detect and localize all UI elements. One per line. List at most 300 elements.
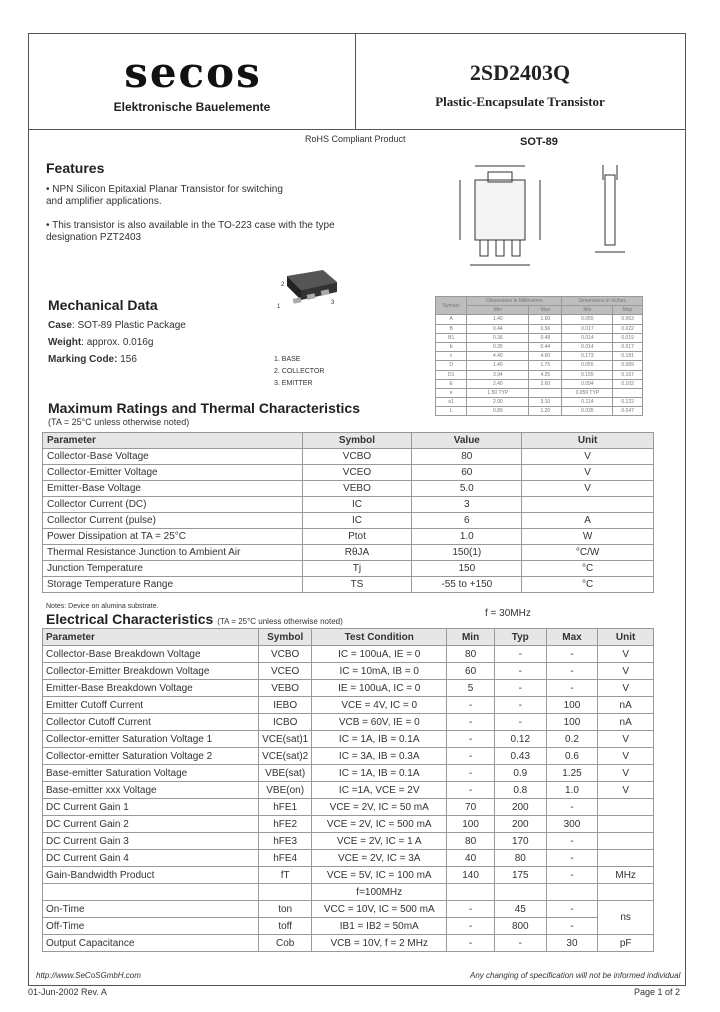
package-label: SOT-89 xyxy=(520,136,558,148)
mr-parameter: Collector-Emitter Voltage xyxy=(43,465,303,481)
ec-row xyxy=(43,935,654,952)
dim-cell: 0.055 xyxy=(562,361,613,370)
ec-condition: VCE = 2V, IC = 500 mA xyxy=(312,816,447,833)
dim-cell: 0.44 xyxy=(529,342,562,351)
ec-row xyxy=(43,850,654,867)
dim-cell: 1.40 xyxy=(467,361,529,370)
ec-parameter xyxy=(43,884,259,901)
pin-list xyxy=(274,354,324,390)
mr-header-symbol: Symbol xyxy=(302,433,412,449)
ec-symbol: ICBO xyxy=(259,714,312,731)
dim-cell: 0.35 xyxy=(467,342,529,351)
dim-cell: b xyxy=(436,342,467,351)
dim-cell: 0.014 xyxy=(562,333,613,342)
dim-cell: 0.173 xyxy=(562,352,613,361)
dim-header-symbol: Symbol xyxy=(436,297,467,315)
ec-parameter: Collector-emitter Saturation Voltage 2 xyxy=(43,748,259,765)
case-value: : SOT-89 Plastic Package xyxy=(71,320,186,331)
ec-header-unit: Unit xyxy=(598,629,654,646)
max-ratings-table xyxy=(42,432,654,593)
ec-parameter: Collector-Emitter Breakdown Voltage xyxy=(43,663,259,680)
ec-max: - xyxy=(546,833,598,850)
mr-row xyxy=(43,481,654,497)
ec-min: - xyxy=(447,901,495,918)
dim-cell: D1 xyxy=(436,370,467,379)
dim-cell: 0.094 xyxy=(562,379,613,388)
dim-cell xyxy=(613,388,643,397)
mr-unit: °C xyxy=(522,577,654,593)
ec-unit xyxy=(598,884,654,901)
dim-row xyxy=(436,398,643,407)
ec-max: 1.25 xyxy=(546,765,598,782)
ec-max: - xyxy=(546,680,598,697)
ec-unit xyxy=(598,816,654,833)
dim-cell: 1.75 xyxy=(529,361,562,370)
mr-parameter: Power Dissipation at TA = 25°C xyxy=(43,529,303,545)
ec-unit: V xyxy=(598,680,654,697)
dim-cell: 0.114 xyxy=(562,398,613,407)
dim-row xyxy=(436,361,643,370)
mechanical-title: Mechanical Data xyxy=(48,297,158,313)
ec-parameter: DC Current Gain 1 xyxy=(43,799,259,816)
ec-row xyxy=(43,646,654,663)
ec-unit xyxy=(598,850,654,867)
mr-row xyxy=(43,561,654,577)
ec-max: 30 xyxy=(546,935,598,952)
ec-max: - xyxy=(546,799,598,816)
ec-row xyxy=(43,765,654,782)
mr-value: 80 xyxy=(412,449,522,465)
mr-value: 6 xyxy=(412,513,522,529)
ec-max: - xyxy=(546,867,598,884)
ec-typ: - xyxy=(494,663,546,680)
ec-min: 140 xyxy=(447,867,495,884)
footer-page: Page 1 of 2 xyxy=(634,987,681,997)
mr-header-unit: Unit xyxy=(522,433,654,449)
dim-cell: 1.50 TYP xyxy=(467,388,529,397)
ec-parameter: Collector-Base Breakdown Voltage xyxy=(43,646,259,663)
ec-min: 100 xyxy=(447,816,495,833)
dim-cell: E xyxy=(436,379,467,388)
ec-symbol: VBE(on) xyxy=(259,782,312,799)
ec-symbol: Cob xyxy=(259,935,312,952)
dim-row xyxy=(436,315,643,324)
dim-cell: 0.122 xyxy=(613,398,643,407)
rohs-label: RoHS Compliant Product xyxy=(305,134,406,144)
ec-unit: V xyxy=(598,748,654,765)
ec-parameter: DC Current Gain 4 xyxy=(43,850,259,867)
pin-2: 2. COLLECTOR xyxy=(274,368,325,375)
marking-label: Marking Code: xyxy=(48,354,118,365)
dim-cell: e xyxy=(436,388,467,397)
ec-parameter: Off-Time xyxy=(43,918,259,935)
mr-row xyxy=(43,577,654,593)
dim-cell: 0.069 xyxy=(613,361,643,370)
ec-condition: VCE = 2V, IC = 3A xyxy=(312,850,447,867)
marking-value: 156 xyxy=(117,354,137,365)
dim-cell: 0.56 xyxy=(529,324,562,333)
dim-cell: 0.155 xyxy=(562,370,613,379)
dim-cell xyxy=(529,388,562,397)
ec-unit xyxy=(598,833,654,850)
ec-min: - xyxy=(447,935,495,952)
ec-min: 80 xyxy=(447,833,495,850)
ec-min: - xyxy=(447,765,495,782)
case-line xyxy=(48,320,186,332)
ec-symbol: hFE4 xyxy=(259,850,312,867)
ec-row xyxy=(43,680,654,697)
ec-header-max: Max xyxy=(546,629,598,646)
ec-typ: - xyxy=(494,697,546,714)
mr-row xyxy=(43,497,654,513)
dim-cell: 2.90 xyxy=(467,398,529,407)
ec-unit: V xyxy=(598,663,654,680)
dim-cell: 0.017 xyxy=(613,342,643,351)
mr-symbol: VEBO xyxy=(302,481,412,497)
mr-symbol: VCEO xyxy=(302,465,412,481)
max-ratings-note: Notes: Device on alumina substrate. xyxy=(46,603,159,610)
ec-condition: IC = 1A, IB = 0.1A xyxy=(312,731,447,748)
ec-parameter: Collector Cutoff Current xyxy=(43,714,259,731)
ec-min: - xyxy=(447,731,495,748)
mr-value: 150 xyxy=(412,561,522,577)
dim-cell: 0.035 xyxy=(562,407,613,416)
ec-min: 80 xyxy=(447,646,495,663)
electrical-title-text: Electrical Characteristics xyxy=(46,611,214,627)
ec-condition: IC = 1A, IB = 0.1A xyxy=(312,765,447,782)
dim-row xyxy=(436,370,643,379)
dim-cell: 3.10 xyxy=(529,398,562,407)
ec-parameter: Base-emitter xxx Voltage xyxy=(43,782,259,799)
package-outline-drawing xyxy=(440,150,640,275)
mr-parameter: Storage Temperature Range xyxy=(43,577,303,593)
mr-unit: °C/W xyxy=(522,545,654,561)
ec-parameter: DC Current Gain 3 xyxy=(43,833,259,850)
ec-symbol: ton xyxy=(259,901,312,918)
ec-row xyxy=(43,833,654,850)
mr-header-value: Value xyxy=(412,433,522,449)
mr-value: 60 xyxy=(412,465,522,481)
case-label: Case xyxy=(48,320,72,331)
ec-row xyxy=(43,799,654,816)
ec-min: - xyxy=(447,918,495,935)
electrical-table xyxy=(42,628,654,952)
ec-max: - xyxy=(546,901,598,918)
dim-cell: 0.047 xyxy=(613,407,643,416)
electrical-subtitle: (TA = 25°C unless otherwise noted) xyxy=(217,617,343,626)
ec-unit: ns xyxy=(598,901,654,935)
ec-typ: 200 xyxy=(494,816,546,833)
ec-header-min: Min xyxy=(447,629,495,646)
ec-row xyxy=(43,867,654,884)
ec-header-symbol: Symbol xyxy=(259,629,312,646)
ec-min: 70 xyxy=(447,799,495,816)
ec-unit: MHz xyxy=(598,867,654,884)
ec-symbol: VCE(sat)1 xyxy=(259,731,312,748)
ec-min: 60 xyxy=(447,663,495,680)
mr-symbol: Tj xyxy=(302,561,412,577)
ec-row xyxy=(43,748,654,765)
ec-min: 40 xyxy=(447,850,495,867)
ec-condition: IC =1A, VCE = 2V xyxy=(312,782,447,799)
dim-cell: 0.059 TYP xyxy=(562,388,613,397)
weight-value: : approx. 0.016g xyxy=(81,337,154,348)
mr-row xyxy=(43,449,654,465)
ec-parameter: Emitter-Base Breakdown Voltage xyxy=(43,680,259,697)
ec-header-typ: Typ xyxy=(494,629,546,646)
dim-cell: 0.102 xyxy=(613,379,643,388)
ec-min: - xyxy=(447,714,495,731)
ec-max: 100 xyxy=(546,697,598,714)
package-3d-image xyxy=(275,262,345,317)
ec-header-condition: Test Condition xyxy=(312,629,447,646)
mr-row xyxy=(43,513,654,529)
ec-typ: 0.9 xyxy=(494,765,546,782)
ec-row xyxy=(43,901,654,918)
company-tagline: Elektronische Bauelemente xyxy=(113,100,271,114)
ec-row xyxy=(43,816,654,833)
ec-parameter: DC Current Gain 2 xyxy=(43,816,259,833)
weight-line xyxy=(48,337,153,349)
ec-symbol: VCEO xyxy=(259,663,312,680)
dim-header-in-min: Min xyxy=(562,306,613,315)
pin-number-1: 1 xyxy=(277,304,281,310)
pin-1: 1. BASE xyxy=(274,356,301,363)
ec-condition: VCE = 2V, IC = 1 A xyxy=(312,833,447,850)
company-logo: secos xyxy=(124,48,262,97)
dim-cell: 2.40 xyxy=(467,379,529,388)
ec-min: - xyxy=(447,697,495,714)
mr-unit: A xyxy=(522,513,654,529)
ec-max: 300 xyxy=(546,816,598,833)
pin-number-3: 3 xyxy=(331,300,335,306)
mr-parameter: Collector Current (pulse) xyxy=(43,513,303,529)
dim-cell: 3.94 xyxy=(467,370,529,379)
mr-symbol: IC xyxy=(302,497,412,513)
ec-max: - xyxy=(546,850,598,867)
pin-number-2: 2 xyxy=(281,282,285,288)
dim-row xyxy=(436,324,643,333)
mr-value: 1.0 xyxy=(412,529,522,545)
ec-condition: f=100MHz xyxy=(312,884,447,901)
mr-symbol: TS xyxy=(302,577,412,593)
marking-line xyxy=(48,354,137,366)
ec-unit: V xyxy=(598,765,654,782)
electrical-title xyxy=(46,611,343,627)
max-ratings-subtitle: (TA = 25°C unless otherwise noted) xyxy=(48,417,190,427)
ec-symbol: VCE(sat)2 xyxy=(259,748,312,765)
ec-row xyxy=(43,731,654,748)
mr-unit: V xyxy=(522,481,654,497)
ec-condition: IB1 = IB2 = 50mA xyxy=(312,918,447,935)
ec-condition: VCE = 2V, IC = 50 mA xyxy=(312,799,447,816)
dim-cell: 0.181 xyxy=(613,352,643,361)
ec-typ: - xyxy=(494,646,546,663)
ec-typ: - xyxy=(494,680,546,697)
dim-cell: A xyxy=(436,315,467,324)
mr-parameter: Junction Temperature xyxy=(43,561,303,577)
mr-unit: V xyxy=(522,449,654,465)
dim-cell: c xyxy=(436,352,467,361)
mr-parameter: Collector Current (DC) xyxy=(43,497,303,513)
dim-cell: 0.48 xyxy=(529,333,562,342)
ec-row xyxy=(43,918,654,935)
ec-typ: 800 xyxy=(494,918,546,935)
ec-row xyxy=(43,782,654,799)
ec-typ: 0.12 xyxy=(494,731,546,748)
dim-header-mm-max: Max xyxy=(529,306,562,315)
ec-condition: IC = 3A, IB = 0.3A xyxy=(312,748,447,765)
ec-typ: 200 xyxy=(494,799,546,816)
dim-cell: 0.36 xyxy=(467,333,529,342)
mr-unit xyxy=(522,497,654,513)
dim-cell: L xyxy=(436,407,467,416)
mr-value: 3 xyxy=(412,497,522,513)
ec-symbol xyxy=(259,884,312,901)
mr-symbol: VCBO xyxy=(302,449,412,465)
ec-row xyxy=(43,714,654,731)
dim-row xyxy=(436,333,643,342)
ec-max: 0.6 xyxy=(546,748,598,765)
ec-min xyxy=(447,884,495,901)
dim-header-mm: Dimensions in Millimeters xyxy=(467,297,562,306)
dim-cell: B1 xyxy=(436,333,467,342)
ec-symbol: VEBO xyxy=(259,680,312,697)
ec-typ: 0.43 xyxy=(494,748,546,765)
mr-row xyxy=(43,545,654,561)
pin-3: 3. EMITTER xyxy=(274,380,313,387)
ec-max: 1.0 xyxy=(546,782,598,799)
mr-parameter: Emitter-Base Voltage xyxy=(43,481,303,497)
ec-row xyxy=(43,663,654,680)
ec-parameter: On-Time xyxy=(43,901,259,918)
feature-item-1: • NPN Silicon Epitaxial Planar Transistor for switching and amplifier applications. xyxy=(46,184,283,207)
dim-cell: 4.25 xyxy=(529,370,562,379)
mr-unit: °C xyxy=(522,561,654,577)
mr-unit: V xyxy=(522,465,654,481)
footer-url[interactable]: http://www.SeCoSGmbH.com xyxy=(36,971,141,980)
mr-symbol: Ptot xyxy=(302,529,412,545)
ec-typ: 0.8 xyxy=(494,782,546,799)
ec-unit: V xyxy=(598,646,654,663)
part-number: 2SD2403Q xyxy=(469,60,571,85)
mr-row xyxy=(43,529,654,545)
dim-header-in-max: Max xyxy=(613,306,643,315)
ec-condition: IE = 100uA, IC = 0 xyxy=(312,680,447,697)
ec-condition: VCE = 4V, IC = 0 xyxy=(312,697,447,714)
ec-unit xyxy=(598,799,654,816)
ec-max: - xyxy=(546,918,598,935)
ec-condition: IC = 10mA, IB = 0 xyxy=(312,663,447,680)
dim-cell: 0.017 xyxy=(562,324,613,333)
ec-max: 100 xyxy=(546,714,598,731)
dim-row xyxy=(436,342,643,351)
ec-typ: 170 xyxy=(494,833,546,850)
dim-cell: 1.40 xyxy=(467,315,529,324)
ec-symbol: toff xyxy=(259,918,312,935)
ec-symbol: VCBO xyxy=(259,646,312,663)
dim-cell: D xyxy=(436,361,467,370)
mr-parameter: Thermal Resistance Junction to Ambient Air xyxy=(43,545,303,561)
mr-header-parameter: Parameter xyxy=(43,433,303,449)
header-bottom-rule xyxy=(28,129,685,130)
weight-label: Weight xyxy=(48,337,82,348)
ec-typ: 80 xyxy=(494,850,546,867)
ec-typ: - xyxy=(494,935,546,952)
ec-max: 0.2 xyxy=(546,731,598,748)
mr-value: 5.0 xyxy=(412,481,522,497)
mr-unit: W xyxy=(522,529,654,545)
ec-min: 5 xyxy=(447,680,495,697)
dimensions-table xyxy=(435,296,643,416)
ec-unit: nA xyxy=(598,697,654,714)
ec-typ: 175 xyxy=(494,867,546,884)
dim-cell: 0.89 xyxy=(467,407,529,416)
dim-cell: 0.167 xyxy=(613,370,643,379)
dim-header-inch: Dimensions in Inches xyxy=(562,297,643,306)
ec-parameter: Output Capacitance xyxy=(43,935,259,952)
ec-condition: VCE = 5V, IC = 100 mA xyxy=(312,867,447,884)
ec-parameter: Collector-emitter Saturation Voltage 1 xyxy=(43,731,259,748)
mr-row xyxy=(43,465,654,481)
dim-cell: 1.60 xyxy=(529,315,562,324)
dim-cell: 2.60 xyxy=(529,379,562,388)
ec-parameter: Base-emitter Saturation Voltage xyxy=(43,765,259,782)
part-type: Plastic-Encapsulate Transistor xyxy=(435,94,605,109)
mr-symbol: RθJA xyxy=(302,545,412,561)
ec-parameter: Emitter Cutoff Current xyxy=(43,697,259,714)
ec-symbol: fT xyxy=(259,867,312,884)
max-ratings-title: Maximum Ratings and Thermal Characteristics xyxy=(48,400,360,416)
ec-min: - xyxy=(447,748,495,765)
mr-value: 150(1) xyxy=(412,545,522,561)
ec-unit: pF xyxy=(598,935,654,952)
dim-cell: 0.019 xyxy=(613,333,643,342)
ec-condition: IC = 100uA, IE = 0 xyxy=(312,646,447,663)
feature-item-2: • This transistor is also available in the TO-223 case with the type designation PZT2403 xyxy=(46,220,335,243)
dim-cell: 0.063 xyxy=(613,315,643,324)
dim-cell: B xyxy=(436,324,467,333)
ec-symbol: VBE(sat) xyxy=(259,765,312,782)
footer-date: 01-Jun-2002 Rev. A xyxy=(28,987,107,997)
ec-symbol: IEBO xyxy=(259,697,312,714)
ec-header-parameter: Parameter xyxy=(43,629,259,646)
dim-cell: 4.60 xyxy=(529,352,562,361)
dim-row xyxy=(436,407,643,416)
dim-cell: 0.014 xyxy=(562,342,613,351)
ec-max: - xyxy=(546,646,598,663)
dim-row xyxy=(436,352,643,361)
features-title: Features xyxy=(46,160,105,176)
dim-row xyxy=(436,379,643,388)
ec-unit: V xyxy=(598,782,654,799)
ec-max xyxy=(546,884,598,901)
mr-value: -55 to +150 xyxy=(412,577,522,593)
mr-parameter: Collector-Base Voltage xyxy=(43,449,303,465)
ec-condition: VCC = 10V, IC = 500 mA xyxy=(312,901,447,918)
mr-symbol: IC xyxy=(302,513,412,529)
ec-row xyxy=(43,884,654,901)
ec-unit: nA xyxy=(598,714,654,731)
dim-cell: 0.055 xyxy=(562,315,613,324)
ec-typ: - xyxy=(494,714,546,731)
ec-condition: VCB = 10V, f = 2 MHz xyxy=(312,935,447,952)
dim-header-mm-min: Min xyxy=(467,306,529,315)
ec-condition: VCB = 60V, IE = 0 xyxy=(312,714,447,731)
dim-cell: 1.20 xyxy=(529,407,562,416)
dim-cell: 0.022 xyxy=(613,324,643,333)
ec-max: - xyxy=(546,663,598,680)
